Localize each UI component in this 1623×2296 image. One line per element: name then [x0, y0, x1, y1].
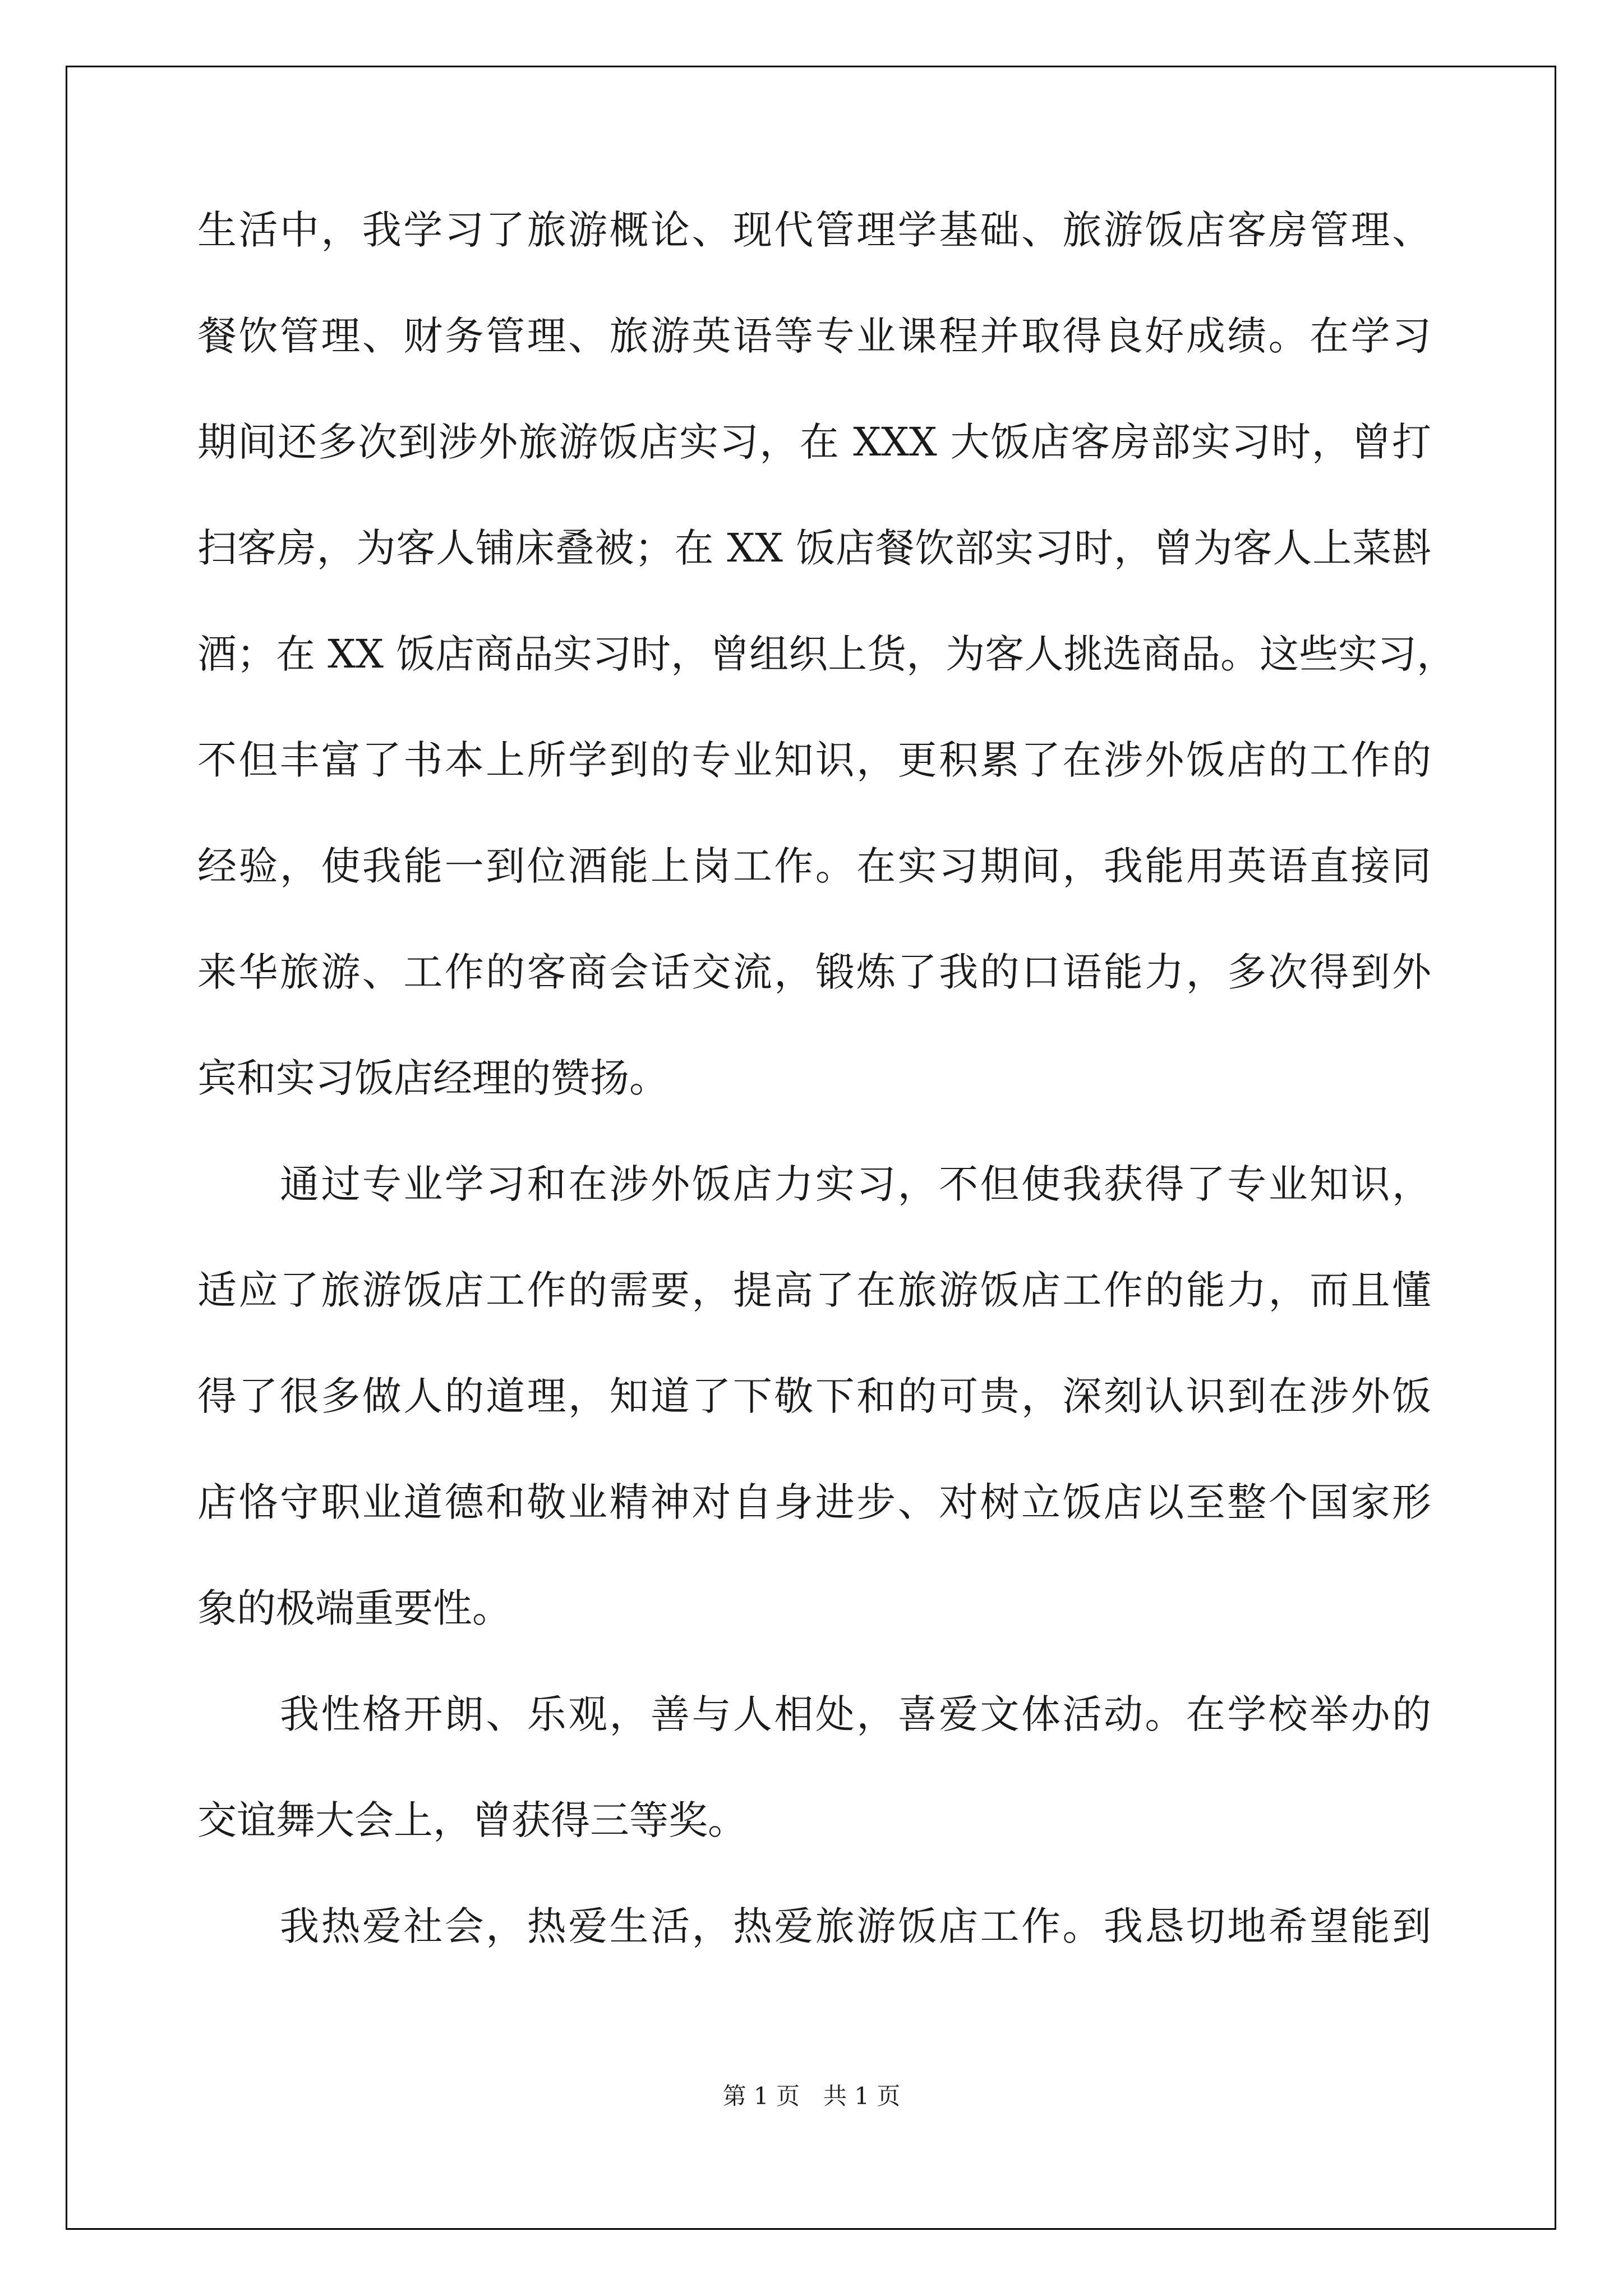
text-line: 餐饮管理、财务管理、旅游英语等专业课程并取得良好成绩。在学习: [197, 313, 1431, 359]
text-line: 我性格开朗、乐观，善与人相处，喜爱文体活动。在学校举办的: [280, 1691, 1431, 1737]
page-footer: 第 1 页 共 1 页: [722, 2082, 901, 2110]
text-line: 宾和实习饭店经理的赞扬。: [197, 1055, 668, 1101]
text-line: 期间还多次到涉外旅游饭店实习，在 XXX 大饭店客房部实习时，曾打: [197, 419, 1431, 465]
text-line: 不但丰富了书本上所学到的专业知识，更积累了在涉外饭店的工作的: [197, 737, 1431, 783]
text-line: 来华旅游、工作的客商会话交流，锻炼了我的口语能力，多次得到外: [197, 949, 1431, 995]
text-line: 生活中，我学习了旅游概论、现代管理学基础、旅游饭店客房管理、: [197, 207, 1431, 253]
text-line: 扫客房，为客人铺床叠被；在 XX 饭店餐饮部实习时，曾为客人上菜斟: [197, 525, 1431, 571]
text-line: 我热爱社会，热爱生活，热爱旅游饭店工作。我恳切地希望能到: [280, 1903, 1431, 1949]
text-line: 经验，使我能一到位酒能上岗工作。在实习期间，我能用英语直接同: [197, 843, 1431, 889]
text-line: 得了很多做人的道理，知道了下敬下和的可贵，深刻认识到在涉外饭: [197, 1373, 1431, 1419]
document-body: [197, 202, 1456, 2004]
text-line: 酒；在 XX 饭店商品实习时，曾组织上货，为客人挑选商品。这些实习，: [197, 631, 1456, 677]
text-line: 象的极端重要性。: [197, 1585, 511, 1631]
text-line: 交谊舞大会上，曾获得三等奖。: [197, 1797, 747, 1843]
text-line: 适应了旅游饭店工作的需要，提高了在旅游饭店工作的能力，而且懂: [197, 1267, 1431, 1313]
text-line: 店恪守职业道德和敬业精神对自身进步、对树立饭店以至整个国家形: [197, 1479, 1431, 1525]
text-line: 通过专业学习和在涉外饭店力实习，不但使我获得了专业知识，: [280, 1161, 1431, 1207]
